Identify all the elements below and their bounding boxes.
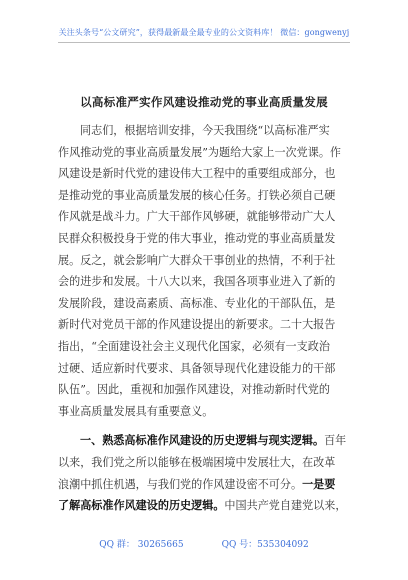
section-line-text: 浪潮中抓住机遇，与我们党的作风建设密不可分。 [58, 477, 303, 491]
paragraph-line: 展。反之，就会影响广大群众干事创业的热情，不利于社 [58, 253, 336, 267]
paragraph-line: 以来，我们党之所以能够在极端困境中发展壮大，在改革 [58, 455, 336, 469]
paragraph-line: 民群众积极投身于党的伟大事业，推动党的事业高质量发 [58, 231, 336, 245]
subpoint-heading-rest: 了解高标准作风建设的历史逻辑。 [58, 499, 225, 513]
header-divider [58, 42, 350, 43]
section-heading-tail: 百年 [324, 434, 347, 448]
paragraph-line: 事业高质量发展具有重要意义。 [58, 404, 214, 418]
paragraph-line: 作风就是战斗力。广大干部作风够硬，就能够带动广大人 [58, 210, 336, 224]
paragraph-line: 会的进步和发展。十八大以来，我国各项事业进入了新的 [58, 275, 336, 289]
paragraph-line: 是推动党的事业高质量发展的核心任务。打铁必须自己硬 [58, 188, 336, 202]
document-body [58, 120, 352, 517]
subpoint-tail: 中国共产党自建党以来， [224, 499, 347, 513]
paragraph-line [58, 495, 352, 517]
paragraph-line: 风建设是新时代党的建设伟大工程中的重要组成部分，也 [58, 167, 336, 181]
paragraph-line: 发展阶段，建设高素质、高标准、专业化的干部队伍，是 [58, 296, 336, 310]
footer-qq-group: QQ 群： 30265665 [99, 540, 184, 550]
paragraph-line: 指出，“全面建设社会主义现代化国家，必须有一支政治 [58, 339, 330, 353]
paragraph-line: 过硬、适应新时代要求、具备领导现代化建设能力的干部 [58, 361, 336, 375]
footer-qq-number: QQ 号：535304092 [221, 540, 309, 550]
paragraph-line: 作风推动党的事业高质量发展”为题给大家上一次党课。作 [58, 145, 342, 159]
paragraph-line: 同志们，根据培训安排，今天我围绕“以高标准严实 [80, 124, 330, 137]
section-heading: 一、熟悉高标准作风建设的历史逻辑与现实逻辑。 [80, 434, 325, 448]
paragraph-line: 队伍”。因此，重视和加强作风建设，对推动新时代党的 [58, 383, 330, 397]
footer-contact [0, 537, 408, 550]
section-heading-line [58, 430, 352, 452]
paragraph-line: 新时代对党员干部的作风建设提出的新要求。二十大报告 [58, 318, 336, 332]
subpoint-heading-start: 一是要 [302, 477, 336, 491]
paragraph-line [58, 474, 352, 496]
header-note: 关注头条号“公文研究”，获得最新最全最专业的公文资料库！ 微信：gongwenyj [58, 28, 350, 37]
document-title: 以高标准严实作风建设推动党的事业高质量发展 [80, 95, 328, 109]
